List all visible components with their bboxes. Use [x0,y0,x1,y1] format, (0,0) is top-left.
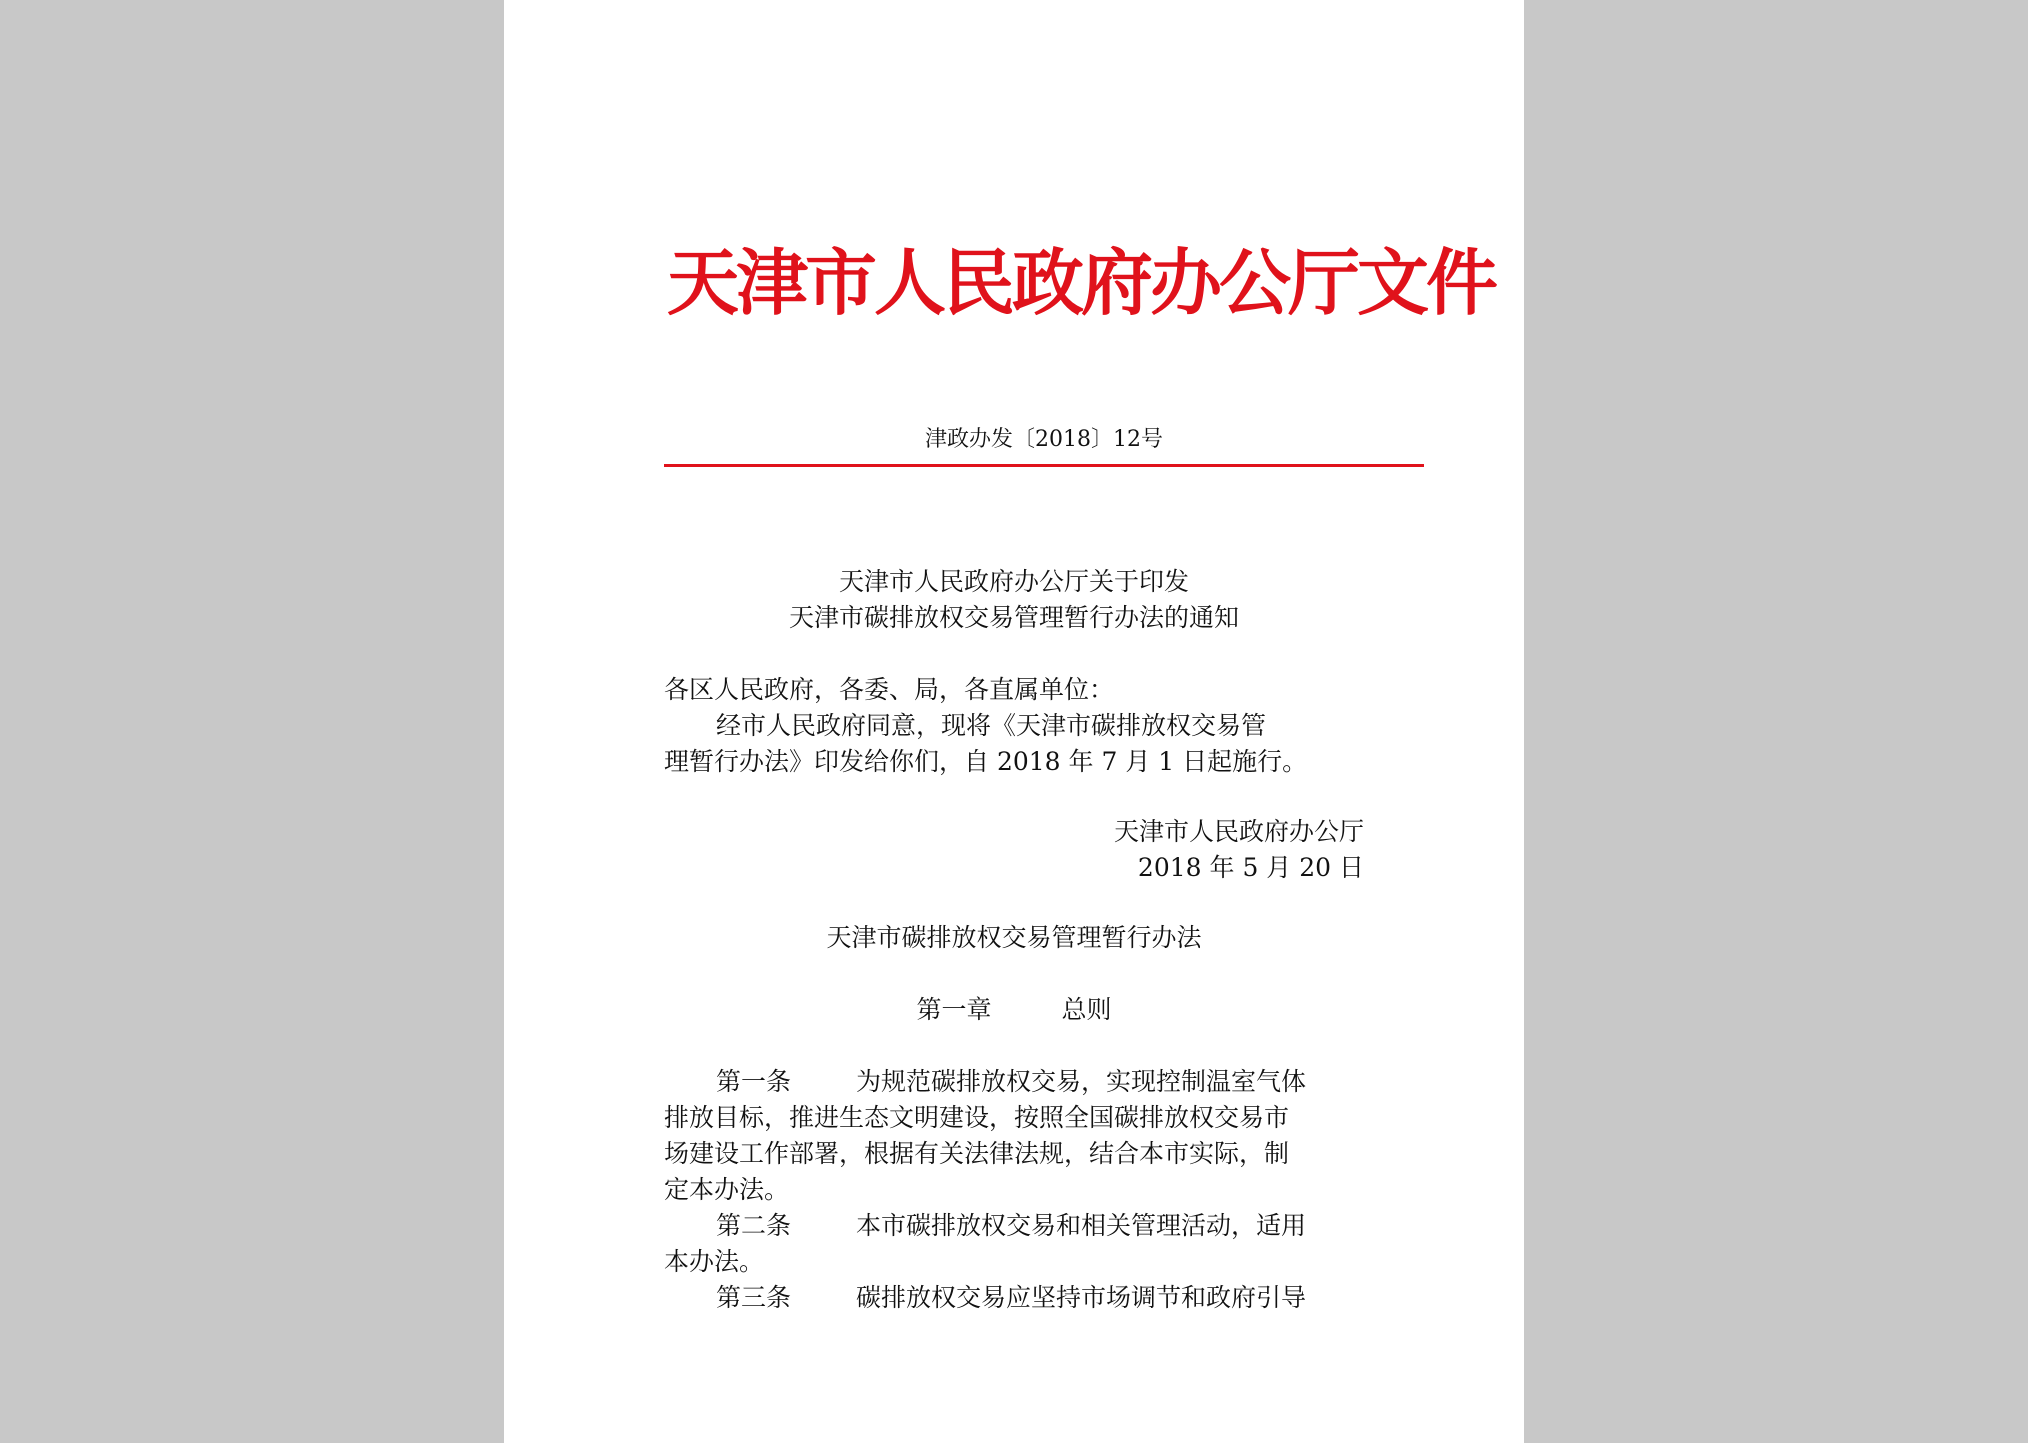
article-1-text-line1: 为规范碳排放权交易，实现控制温室气体 [856,1067,1307,1096]
signature-date: 2018 年 5 月 20 日 [1137,853,1364,882]
article-1-text-line3: 场建设工作部署，根据有关法律法规，结合本市实际，制 [664,1139,1290,1168]
notice-title-line2: 天津市碳排放权交易管理暂行办法的通知 [788,603,1239,632]
article-1-label: 第一条 [716,1067,792,1096]
document-header-title: 天津市人民政府办公厅文件 [667,240,1496,325]
article-1-first-line [716,1064,1306,1100]
article-2-text-line1: 本市碳排放权交易和相关管理活动，适用 [856,1211,1307,1240]
measures-title: 天津市碳排放权交易管理暂行办法 [826,923,1202,952]
document-number: 津政办发〔2018〕12号 [925,427,1163,452]
article-1-text-line2: 排放目标，推进生态文明建设，按照全国碳排放权交易市 [664,1103,1290,1132]
chapter-title: 总则 [1061,995,1112,1024]
article-3-text-line1: 碳排放权交易应坚持市场调节和政府引导 [856,1283,1307,1312]
article-3-label: 第三条 [716,1283,792,1312]
article-2-label: 第二条 [716,1211,792,1240]
chapter-label: 第一章 [916,995,992,1024]
notice-addressee: 各区人民政府，各委、局，各直属单位： [664,675,1115,704]
notice-body-line2: 理暂行办法》印发给你们，自 2018 年 7 月 1 日起施行。 [664,747,1308,776]
article-2-first-line [716,1208,1306,1244]
header-divider [664,464,1424,467]
article-3-first-line [716,1280,1306,1316]
chapter-heading [664,992,1364,1028]
article-2-text-line2: 本办法。 [664,1247,765,1276]
signature-organization: 天津市人民政府办公厅 [1113,817,1364,846]
notice-body-line1: 经市人民政府同意，现将《天津市碳排放权交易管 [716,711,1267,740]
document-page [504,0,1524,1443]
notice-title-line1: 天津市人民政府办公厅关于印发 [838,567,1189,596]
article-1-text-line4: 定本办法。 [664,1175,790,1204]
